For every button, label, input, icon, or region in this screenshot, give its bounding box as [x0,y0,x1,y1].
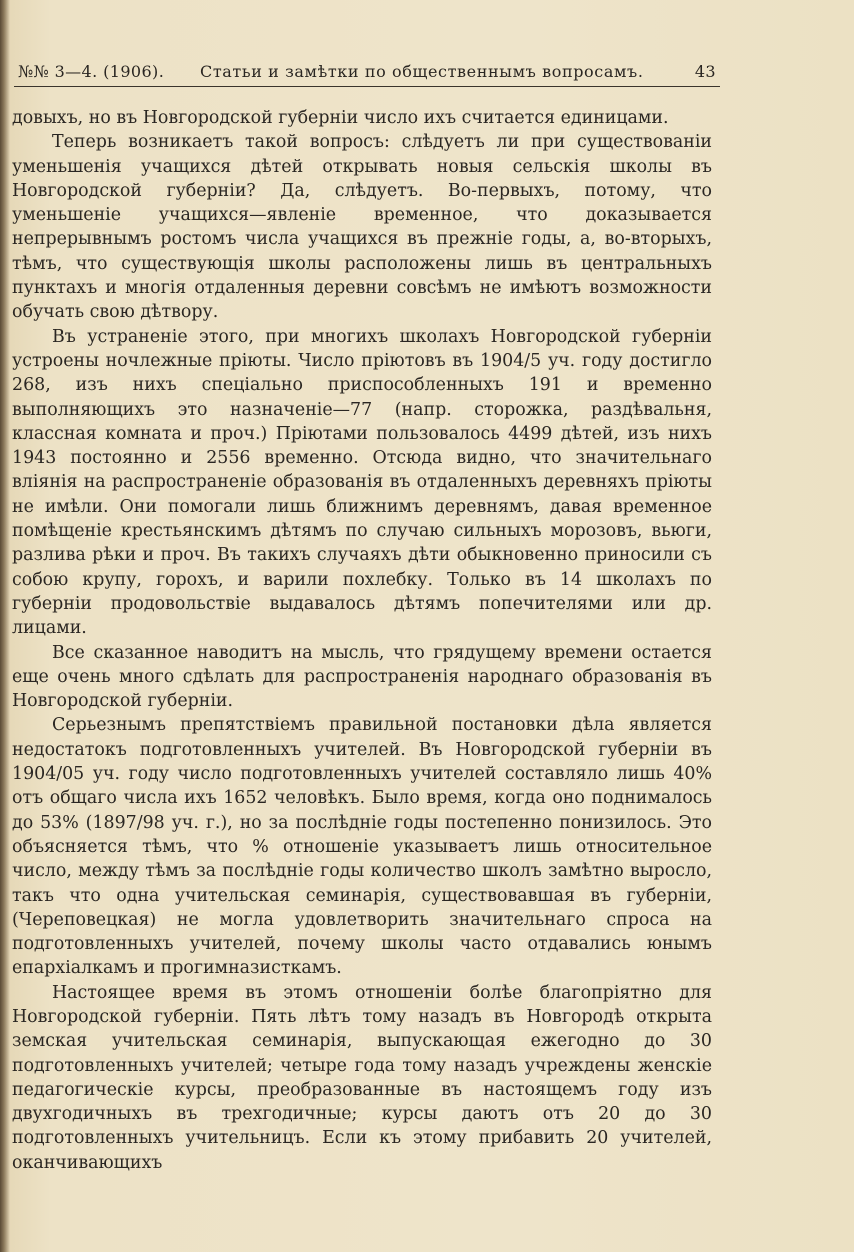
paragraph-6: Настоящее время въ этомъ отношеніи болѣе благопріятно для Новгородской губерніи. Пять лѣтъ тому назадъ въ Новгородѣ открыта земская учительская семинарія, выпускающая ежегодно до 30 подготовленныхъ учителей; четыре года тому назадъ учреждены женскіе педагогическіе курсы, преобразованные въ настоящемъ году изъ двухгодичныхъ въ трехгодичные; курсы даютъ отъ 20 до 30 подготовленныхъ учительницъ. Если къ этому прибавить 20 учителей, оканчивающихъ [12,982,712,1173]
issue-number: №№ 3—4. (1906). [18,62,165,81]
page-number: 43 [694,62,716,81]
binding-shadow [0,0,10,1252]
paragraph-2: Теперь возникаетъ такой вопросъ: слѣдуетъ ли при существованіи уменьшенія учащихся дѣтей открывать новыя сельскія школы въ Новгородской губерніи? Да, слѣдуетъ. Во-первыхъ, потому, что уменьшеніе учащихся—явленіе временное, что доказывается непрерывнымъ ростомъ числа учащихся въ прежніе годы, а, во-вторыхъ, тѣмъ, что существующія школы расположены лишь въ центральныхъ пунктахъ и многія отдаленныя деревни совсѣмъ не имѣютъ возможности обучать свою дѣтвору. [12,132,712,323]
running-title: Статьи и замѣтки по общественнымъ вопросамъ. [200,62,644,81]
paragraph-3: Въ устраненіе этого, при многихъ школахъ Новгородской губерніи устроены ночлежные пріюты. Число пріютовъ въ 1904/5 уч. году достигло 268, изъ нихъ спеціально приспособленныхъ 191 и временно выполняющихъ это назначеніе—77 (напр. сторожка, раздѣвальня, классная комната и проч.) Пріютами пользовалось 4499 дѣтей, изъ нихъ 1943 постоянно и 2556 временно. Отсюда видно, что значительнаго вліянія на распространеніе образованія въ отдаленныхъ деревняхъ пріюты не имѣли. Они помогали лишь ближнимъ деревнямъ, давая временное помѣщеніе крестьянскимъ дѣтямъ по случаю сильныхъ морозовъ, вьюги, разлива рѣки и проч. Въ такихъ случаяхъ дѣти обыкновенно приносили съ собою крупу, горохъ, и варили похлебку. Только въ 14 школахъ по губерніи продовольствіе выдавалось дѣтямъ попечителями или др. лицами. [12,326,712,639]
page-header [14,58,720,87]
paragraph-1: довыхъ, но въ Новгородской губерніи число ихъ считается единицами. [12,108,669,128]
body-text [12,106,712,1175]
paragraph-5: Серьезнымъ препятствіемъ правильной постановки дѣла является недостатокъ подготовленныхъ учителей. Въ Новгородской губерніи въ 1904/05 уч. году число подготовленныхъ учителей составляло лишь 40% отъ общаго числа ихъ 1652 человѣкъ. Было время, когда оно поднималось до 53% (1897/98 уч. г.), но за послѣдніе годы постепенно понизилось. Это объясняется тѣмъ, что % отношеніе указываетъ лишь относительное число, между тѣмъ за послѣдніе годы количество школъ замѣтно выросло, такъ что одна учительская семинарія, существовавшая въ губерніи, (Череповецкая) не могла удовлетворить значительнаго спроса на подготовленныхъ учителей, почему школы часто отдавались юнымъ епархіалкамъ и прогимназисткамъ. [12,715,712,979]
paragraph-4: Все сказанное наводитъ на мысль, что грядущему времени остается еще очень много сдѣлать для распространенія народнаго образованія въ Новгородской губерніи. [12,642,712,712]
